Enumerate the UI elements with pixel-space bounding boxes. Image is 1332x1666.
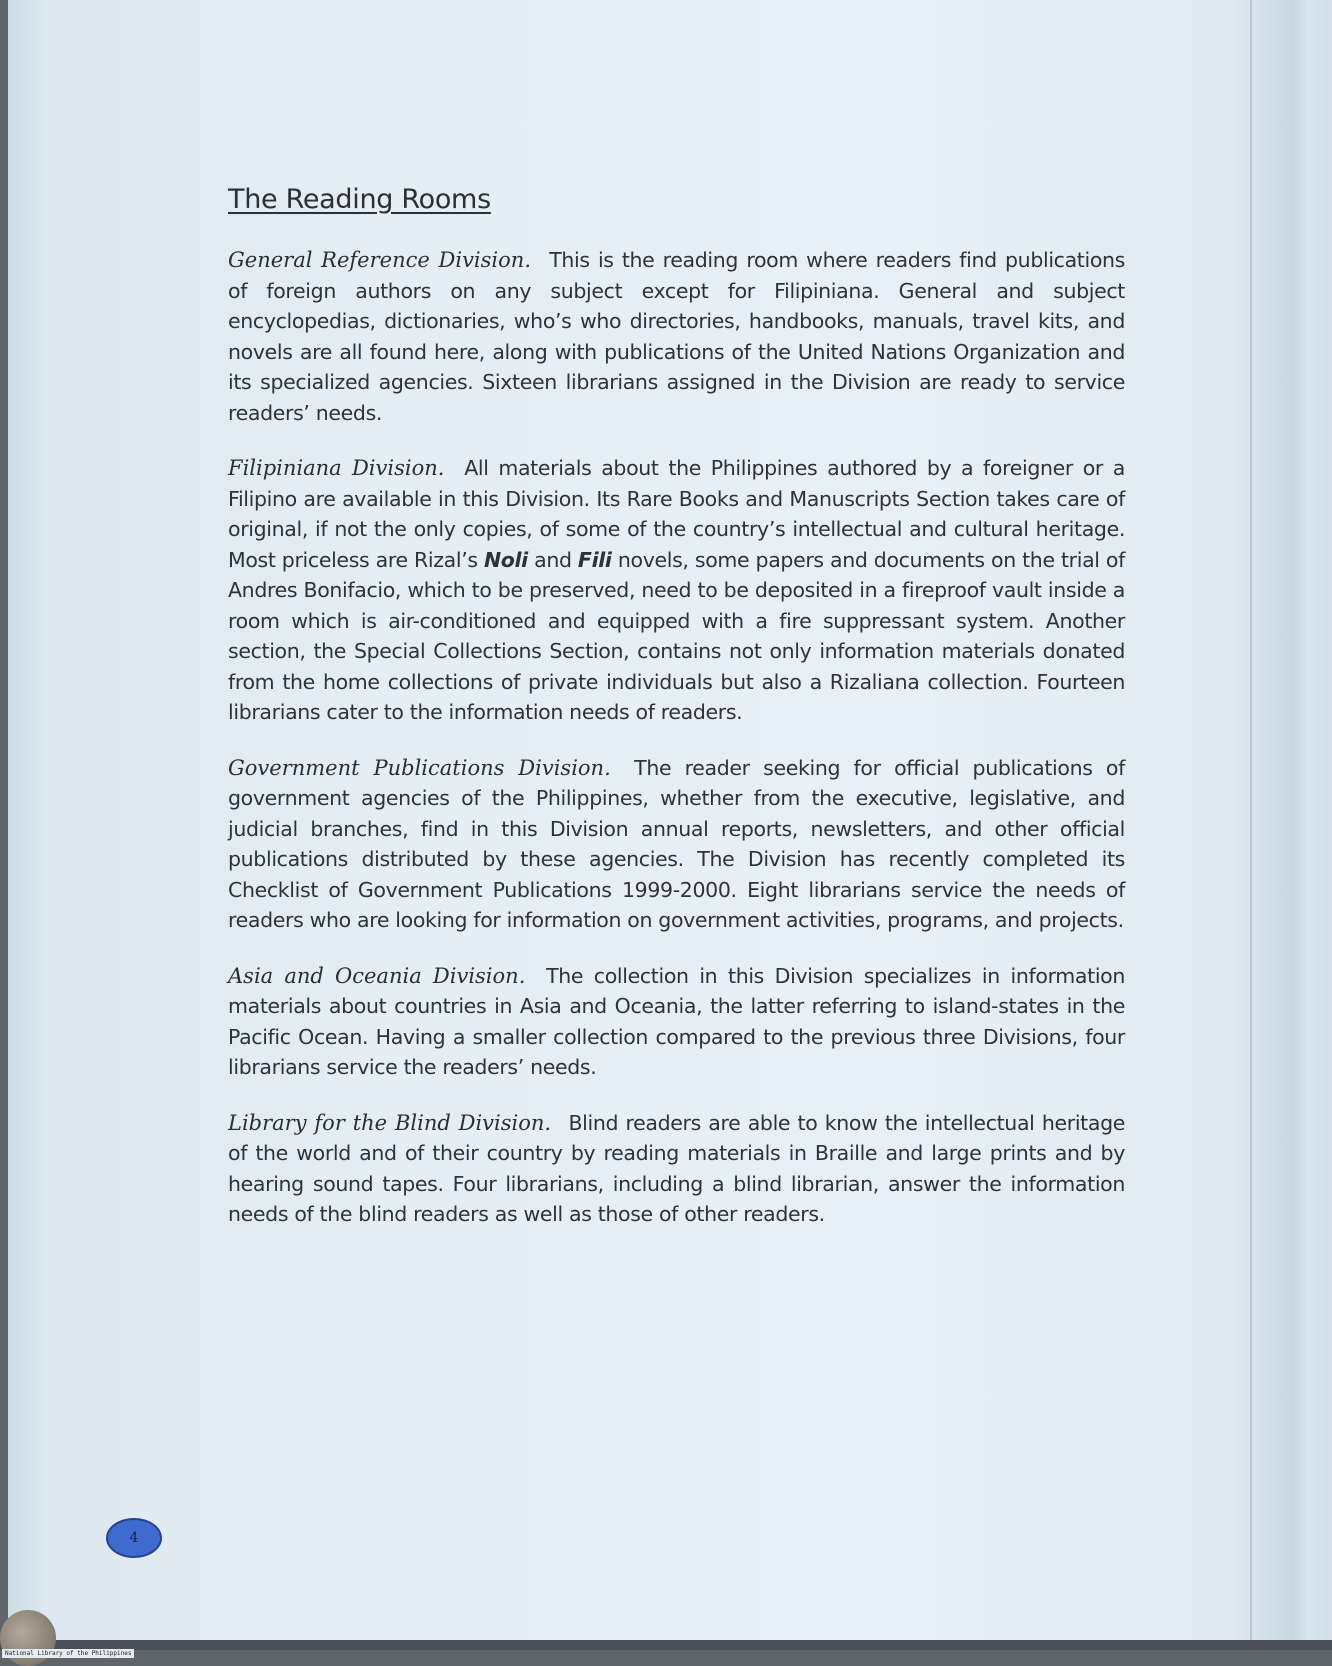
scan-bottom-edge	[0, 1640, 1332, 1650]
section-heading: Government Publications Division.	[228, 755, 611, 780]
section-asia-oceania	[228, 961, 1125, 1083]
section-government-publications	[228, 753, 1125, 936]
section-body: Blind readers are able to know the intellectual heritage of the world and of their country by reading materials in Braille and large prints and by hearing sound tapes. Four librarians, including a blind librarian, answer the information needs of the blind readers as well as those of other readers.	[228, 1110, 1125, 1226]
page-title: The Reading Rooms	[228, 184, 491, 215]
page-fold	[1250, 0, 1252, 1640]
document-page	[8, 0, 1292, 1640]
section-heading: Filipiniana Division.	[228, 456, 445, 480]
section-heading: Asia and Oceania Division.	[228, 963, 526, 988]
section-body: All materials about the Philippines authored by a foreigner or a Filipino are available in this Division. Its Rare Books and Manuscripts Section takes care of original, if not the only copies, of some of the country’s intellectual and cultural heritage. Most priceless are Rizal’s	[228, 456, 1125, 572]
section-filipiniana	[228, 453, 1125, 728]
page-number-badge	[106, 1518, 162, 1558]
section-heading: General Reference Division.	[228, 248, 531, 272]
section-general-reference	[228, 245, 1125, 428]
section-body: This is the reading room where readers find publications of foreign authors on any subject except for Filipiniana. General and subject encyclopedias, dictionaries, who’s who directories, handbooks, manuals, travel kits, and novels are all found here, along with publications of the United Nations Organization and its specialized agencies. Sixteen librarians assigned in the Division are ready to service readers’ needs.	[228, 248, 1126, 425]
adjacent-page-edge	[1292, 0, 1332, 1640]
page-content	[228, 184, 1125, 1255]
emphasis-fili: Fili	[577, 547, 612, 572]
footer-source-label: National Library of the Philippines	[2, 1649, 134, 1658]
section-library-for-the-blind	[228, 1108, 1125, 1230]
page-number: 4	[129, 1530, 139, 1546]
section-body: The reader seeking for official publications of government agencies of the Philippines, whether from the executive, legislative, and judicial branches, find in this Division annual reports, newsletters, and other official publications distributed by these agencies. The Division has recently completed its Checklist of Government Publications 1999-2000. Eight librarians service the needs of readers who are looking for information on government activities, programs, and projects.	[228, 755, 1125, 932]
section-body: and	[534, 547, 572, 572]
section-body: novels, some papers and documents on the trial of Andres Bonifacio, which to be preserved, need to be deposited in a fireproof vault inside a room which is air-conditioned and equipped with a fire suppressant system. Another section, the Special Collections Section, contains not only information materials donated from the home collections of private individuals but also a Rizaliana collection. Fourteen librarians cater to the information needs of readers.	[228, 547, 1125, 724]
section-heading: Library for the Blind Division.	[228, 1110, 552, 1135]
emphasis-noli: Noli	[483, 547, 528, 572]
section-body: The collection in this Division specializes in information materials about countries in Asia and Oceania, the latter referring to island-states in the Pacific Ocean. Having a smaller collection compared to the previous three Divisions, four librarians service the readers’ needs.	[228, 963, 1125, 1079]
